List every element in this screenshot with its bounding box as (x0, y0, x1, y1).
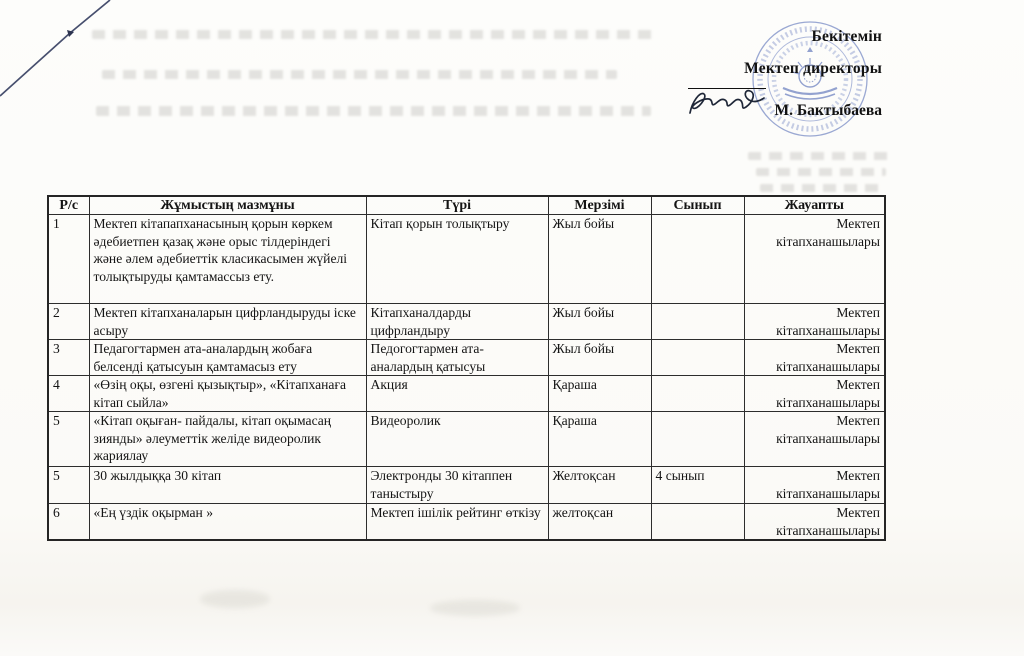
work-content: Мектеп кітапханаларын цифрландыруды іске асыру (89, 304, 366, 340)
work-term: Жыл бойы (548, 304, 651, 340)
bleedthrough-artifact (102, 70, 617, 79)
work-responsible: Мектеп кітапханашылары (744, 412, 885, 467)
work-grade (651, 376, 744, 412)
table-row (48, 215, 885, 304)
work-grade: 4 сынып (651, 467, 744, 504)
row-number: 5 (48, 467, 89, 504)
work-grade (651, 304, 744, 340)
work-type: Электронды 30 кітаппен таныстыру (366, 467, 548, 504)
table-row (48, 304, 885, 340)
bleedthrough-artifact (748, 152, 888, 160)
table-row (48, 467, 885, 504)
director-name: М. Бактыбаева (774, 102, 882, 119)
work-type: Кітапханалдарды цифрландыру (366, 304, 548, 340)
work-responsible: Мектеп кітапханашылары (744, 215, 885, 304)
table-row (48, 376, 885, 412)
row-number: 2 (48, 304, 89, 340)
work-term: желтоқсан (548, 504, 651, 540)
table-row (48, 412, 885, 467)
director-position-label: Мектеп директоры (744, 60, 882, 77)
work-type: Видеоролик (366, 412, 548, 467)
work-content: «Ең үздік оқырман » (89, 504, 366, 540)
bleedthrough-artifact (92, 30, 657, 39)
work-responsible: Мектеп кітапханашылары (744, 504, 885, 540)
signature-icon (688, 86, 768, 120)
work-responsible: Мектеп кітапханашылары (744, 376, 885, 412)
work-content: Педагогтармен ата-аналардың жобаға белсенді қатысуын қамтамасыз ету (89, 340, 366, 376)
work-term: Қараша (548, 412, 651, 467)
bleedthrough-artifact (760, 184, 882, 192)
pen-crease-mark (0, 0, 130, 110)
bleedthrough-artifact (96, 106, 651, 116)
header-type: Түрі (366, 196, 548, 215)
work-term: Желтоқсан (548, 467, 651, 504)
work-term: Жыл бойы (548, 215, 651, 304)
work-grade (651, 504, 744, 540)
header-content: Жұмыстың мазмұны (89, 196, 366, 215)
work-responsible: Мектеп кітапханашылары (744, 304, 885, 340)
work-grade (651, 412, 744, 467)
row-number: 6 (48, 504, 89, 540)
table-row (48, 504, 885, 540)
work-content: Мектеп кітапапханасының қорын көркем әдебиетпен қазақ және орыс тілдеріндегі және әлем әдебиеттік класикасымен жүйелі толықтыруды қамтамассыз ету. (89, 215, 366, 304)
work-content: «Өзің оқы, өзгені қызықтыр», «Кітапханаға кітап сыйла» (89, 376, 366, 412)
work-responsible: Мектеп кітапханашылары (744, 340, 885, 376)
bleedthrough-artifact (756, 168, 886, 176)
row-number: 3 (48, 340, 89, 376)
work-grade (651, 215, 744, 304)
header-responsible: Жауапты (744, 196, 885, 215)
approve-label: Бекітемін (811, 28, 882, 45)
header-term: Мерзімі (548, 196, 651, 215)
work-responsible: Мектеп кітапханашылары (744, 467, 885, 504)
row-number: 5 (48, 412, 89, 467)
work-type: Педогогтармен ата-аналардың қатысуы (366, 340, 548, 376)
work-type: Акция (366, 376, 548, 412)
table-row (48, 340, 885, 376)
paper-smudge (430, 600, 520, 616)
work-type: Мектеп ішілік рейтинг өткізу (366, 504, 548, 540)
paper-smudge (200, 590, 270, 608)
table-header-row (48, 196, 885, 215)
work-content: «Кітап оқыған- пайдалы, кітап оқымасаң зиянды» әлеуметтік желіде видеоролик жариялау (89, 412, 366, 467)
work-plan-table (47, 195, 886, 541)
signature-underline (688, 88, 766, 89)
work-content: 30 жылдыққа 30 кітап (89, 467, 366, 504)
row-number: 4 (48, 376, 89, 412)
header-grade: Сынып (651, 196, 744, 215)
work-term: Қараша (548, 376, 651, 412)
work-grade (651, 340, 744, 376)
header-number: Р/с (48, 196, 89, 215)
row-number: 1 (48, 215, 89, 304)
work-term: Жыл бойы (548, 340, 651, 376)
work-type: Кітап қорын толықтыру (366, 215, 548, 304)
